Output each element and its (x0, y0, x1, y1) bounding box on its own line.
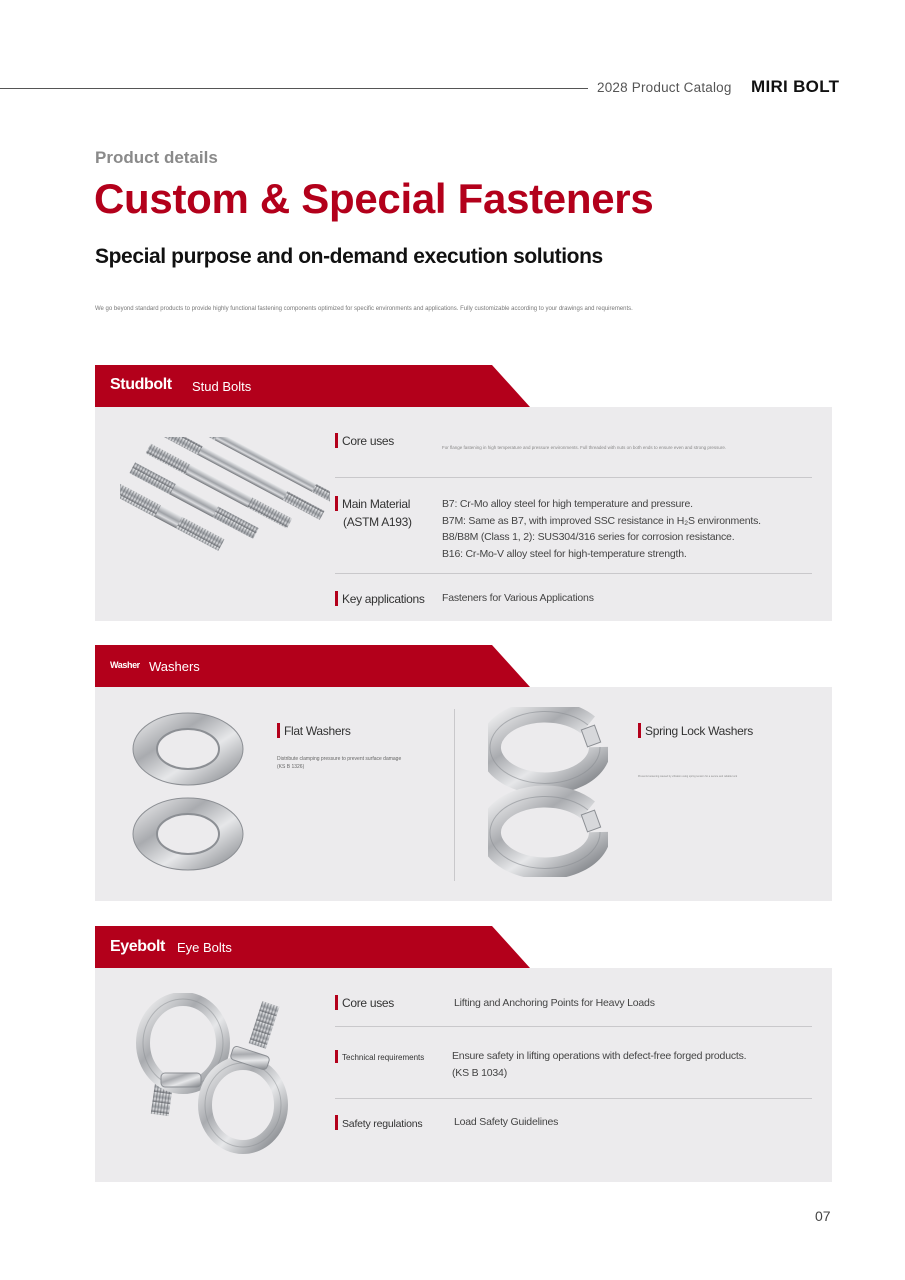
studbolt-core-uses-value: For flange fastening in high temperature and pressure environments. Full threaded with nuts on both ends to ensure even and strong pressure. (442, 445, 727, 450)
section-code: Eyebolt (110, 938, 165, 955)
spring-washer-desc: Prevents loosening caused by vibration using spring tension for a secure and reliable lock (638, 775, 738, 778)
stud-bolts-icon (120, 437, 330, 597)
tech-line: (KS B 1034) (452, 1066, 507, 1079)
label-text: Core uses (342, 434, 394, 448)
studbolt-section-header (95, 365, 530, 407)
intro-text: We go beyond standard products to provide highly functional fastening components optimized for specific environments and applications. Fully customizable according to your drawings and requirements. (95, 306, 633, 312)
tech-line: Ensure safety in lifting operations with defect-free forged products. (452, 1050, 747, 1062)
desc-line: (KS B 1326) (277, 764, 305, 770)
eyebolt-safety-value: Load Safety Guidelines (454, 1116, 559, 1128)
divider (335, 1026, 812, 1027)
label-marker (335, 496, 338, 511)
flat-washer-desc (277, 755, 401, 771)
divider (335, 477, 812, 478)
washer-section-header (95, 645, 530, 687)
washer-panel (95, 687, 832, 901)
section-name: Eye Bolts (177, 940, 232, 955)
catalog-label: 2028 Product Catalog (597, 80, 732, 95)
material-item: B8/B8M (Class 1, 2): SUS304/316 series for corrosion resistance. (442, 531, 735, 543)
eyebolt-tech-value (452, 1048, 746, 1081)
page-number: 07 (815, 1208, 831, 1224)
page-subtitle: Special purpose and on-demand execution solutions (95, 245, 603, 268)
spring-lock-washer-icon (488, 707, 608, 877)
label-text: Key applications (342, 592, 425, 606)
label-text: Technical requirements (342, 1053, 425, 1062)
flat-washer-icon (130, 707, 246, 877)
flat-washer-label (277, 723, 351, 738)
material-item: B16: Cr-Mo-V alloy steel for high-temperature strength. (442, 547, 687, 560)
label-marker (335, 1050, 338, 1063)
label-marker (638, 723, 641, 738)
eyebolt-core-uses-value: Lifting and Anchoring Points for Heavy Loads (454, 997, 655, 1009)
label-marker (277, 723, 280, 738)
studbolt-applications-value: Fasteners for Various Applications (442, 592, 594, 604)
section-code: Studbolt (110, 376, 172, 393)
divider (335, 1098, 812, 1099)
label-text: Main Material (342, 497, 411, 511)
desc-line: Distribute clamping pressure to prevent surface damage (277, 756, 402, 762)
label-marker (335, 433, 338, 448)
eyebolt-section-header (95, 926, 530, 968)
eyebolt-safety-label (335, 1115, 422, 1130)
studbolt-panel (95, 407, 832, 621)
label-marker (335, 591, 338, 606)
studbolt-materials-list (442, 496, 761, 562)
divider (335, 573, 812, 574)
header-rule (0, 88, 588, 89)
label-text: Core uses (342, 996, 394, 1010)
page-kicker: Product details (95, 148, 218, 167)
section-name: Washers (149, 659, 200, 674)
eye-bolts-icon (135, 993, 305, 1163)
brand-name: MIRI BOLT (751, 77, 840, 96)
studbolt-core-uses-label (335, 433, 394, 448)
eyebolt-core-uses-label (335, 995, 394, 1010)
page-title: Custom & Special Fasteners (94, 175, 654, 222)
material-item: B7: Cr-Mo alloy steel for high temperature and pressure. (442, 498, 693, 510)
studbolt-material-label (335, 496, 410, 511)
label-text: Spring Lock Washers (645, 724, 753, 738)
eyebolt-tech-label (335, 1050, 424, 1063)
section-name: Stud Bolts (192, 379, 252, 394)
label-marker (335, 995, 338, 1010)
label-marker (335, 1115, 338, 1130)
label-text: Safety regulations (342, 1118, 423, 1130)
section-code: Washer (110, 660, 140, 670)
spring-washer-label (638, 723, 753, 738)
column-divider (454, 709, 455, 881)
studbolt-material-standard: (ASTM A193) (343, 515, 412, 529)
material-item: B7M: Same as B7, with improved SSC resistance in H₂S environments. (442, 514, 761, 527)
eyebolt-panel (95, 968, 832, 1182)
studbolt-applications-label (335, 591, 425, 606)
label-text: Flat Washers (284, 724, 351, 738)
